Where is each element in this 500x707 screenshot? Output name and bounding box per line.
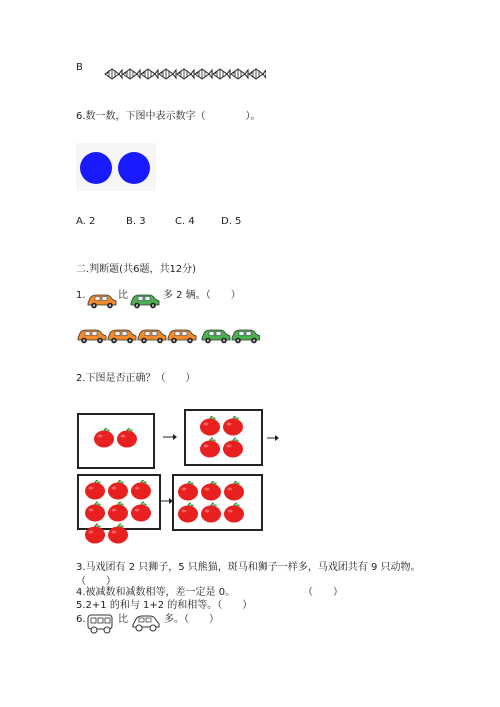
- apple-icon: [224, 481, 244, 501]
- j1-prefix: 1.: [76, 290, 86, 301]
- car: [88, 295, 116, 308]
- j6-prefix: 6.: [76, 614, 86, 625]
- orange-car-icon: [86, 291, 118, 312]
- j6-suffix: 多。（ ）: [164, 614, 219, 625]
- apple-icon: [108, 502, 128, 522]
- j1-suffix: 多 2 辆。（ ）: [163, 290, 241, 301]
- fish-icon: [177, 69, 194, 79]
- j3-line1: 3.马戏团有 2 只狮子，5 只熊猫，斑马和狮子一样多，马戏团共有 9 只动物。: [76, 562, 421, 573]
- fish-icon: [231, 69, 248, 79]
- blue-circle: [80, 152, 112, 184]
- car: [131, 295, 159, 308]
- question-6-text: 6.数一数，下图中表示数字（ ）。: [76, 111, 261, 122]
- box-top-right: [184, 409, 263, 466]
- apple-icon: [131, 480, 151, 500]
- fish-icon: [249, 69, 266, 79]
- box-bottom-right: [172, 474, 263, 531]
- apple-icon: [108, 480, 128, 500]
- green-car-icon: [129, 291, 161, 312]
- j5-text: 5.2+1 的和与 1+2 的和相等。（ ）: [76, 600, 253, 611]
- j1-compare-word: 比: [118, 290, 128, 301]
- option-d[interactable]: D. 5: [221, 216, 242, 227]
- orange-car-icon: [138, 330, 166, 343]
- j6-compare-word: 比: [118, 614, 128, 625]
- apple-icon: [94, 428, 114, 448]
- apple-icon: [178, 481, 198, 501]
- fish-icon: [141, 69, 158, 79]
- apple-icon: [224, 503, 244, 523]
- car-row: [76, 325, 260, 348]
- box-top-left: [77, 413, 155, 469]
- option-b[interactable]: B. 3: [126, 216, 146, 227]
- option-c[interactable]: C. 4: [175, 216, 195, 227]
- j3-line2: （ ）: [76, 576, 116, 587]
- apple-icon: [201, 481, 221, 501]
- j4-bracket: （ ）: [303, 587, 343, 598]
- apple-icon: [223, 416, 243, 436]
- apple-icon: [85, 480, 105, 500]
- apple-icon: [200, 416, 220, 436]
- apple-icon: [178, 503, 198, 523]
- arrow-right-icon: [267, 434, 279, 445]
- orange-car-icon: [108, 330, 136, 343]
- fish-row: [104, 67, 266, 81]
- bus-icon: [86, 611, 116, 638]
- car-outline-icon: [130, 611, 162, 636]
- apple-icon: [201, 503, 221, 523]
- circles-graphic: [76, 143, 156, 191]
- orange-car-icon: [168, 330, 196, 343]
- fish-icon: [195, 69, 212, 79]
- part-2-title: 二.判断题(共6题，共12分): [76, 264, 197, 275]
- box-bottom-left: [77, 474, 161, 530]
- green-car-icon: [232, 330, 260, 343]
- fish-icon: [213, 69, 230, 79]
- arrow-right-icon: [163, 433, 177, 444]
- blue-circle: [118, 152, 150, 184]
- j2-text: 2.下图是否正确？（ ）: [76, 373, 196, 384]
- apple-icon: [117, 428, 137, 448]
- fish-icon: [123, 69, 140, 79]
- apple-icon: [223, 438, 243, 458]
- apple-icon: [85, 524, 105, 544]
- j4-text: 4.被减数和减数相等，差一定是 0。: [76, 587, 236, 598]
- apple-icon: [85, 502, 105, 522]
- option-a[interactable]: A. 2: [76, 216, 96, 227]
- orange-car-icon: [78, 330, 106, 343]
- apple-icon: [108, 524, 128, 544]
- apple-icon: [200, 438, 220, 458]
- circles-panel: [76, 143, 156, 191]
- apple-icon: [131, 502, 151, 522]
- section-b-label: B: [76, 62, 83, 73]
- fish-icon: [105, 69, 122, 79]
- green-car-icon: [202, 330, 230, 343]
- fish-icon: [159, 69, 176, 79]
